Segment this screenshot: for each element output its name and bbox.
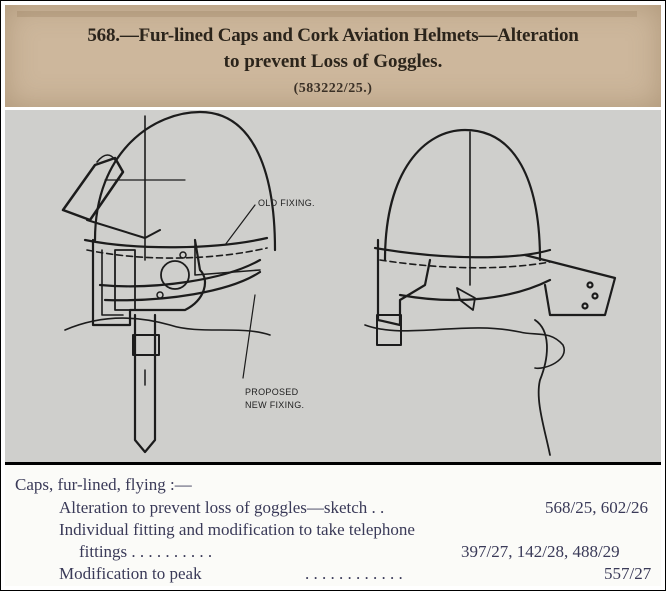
- heading-reference: (583222/25.): [293, 81, 373, 96]
- index-entry2-line2: fittings . . . . . . . . . .: [79, 542, 213, 561]
- left-goggle: [63, 158, 123, 220]
- index-entry2-refs: 397/27, 142/28, 488/29: [461, 542, 620, 561]
- helmet-drawing: [5, 110, 661, 462]
- heading-title-line2: to prevent Loss of Goggles.: [223, 51, 443, 72]
- label-new-fixing: NEW FIXING.: [245, 400, 305, 410]
- index-heading: Caps, fur-lined, flying :—: [15, 475, 192, 494]
- label-proposed: PROPOSED: [245, 387, 299, 397]
- index-entry1-text: Alteration to prevent loss of goggles—sketch . .: [59, 498, 385, 517]
- index-entry1-refs: 568/25, 602/26: [545, 498, 648, 517]
- index-entry3-refs: 557/27: [604, 564, 652, 583]
- left-band-mid: [87, 248, 267, 258]
- right-band-upper: [375, 248, 550, 257]
- left-band-upper: [85, 238, 267, 247]
- helmet-sketch: [5, 110, 661, 462]
- heading-title-line1: 568.—Fur-lined Caps and Cork Aviation Helmets—Alteration: [87, 25, 579, 46]
- label-old-fixing: OLD FIXING.: [258, 198, 315, 208]
- index-entry3-dots: . . . . . . . . . . . .: [305, 564, 403, 583]
- index-entry3-text: Modification to peak: [59, 564, 202, 583]
- right-band-mid: [380, 260, 550, 268]
- right-cord: [535, 320, 550, 455]
- index-entry2-line1: Individual fitting and modification to take telephone: [59, 520, 415, 539]
- heading-panel: [5, 5, 661, 107]
- left-helmet-dome: [95, 112, 275, 250]
- right-helmet-dome: [385, 130, 540, 260]
- index-snippet: [5, 465, 661, 586]
- left-band-lower: [100, 260, 260, 286]
- bleed-through-text: [17, 11, 637, 17]
